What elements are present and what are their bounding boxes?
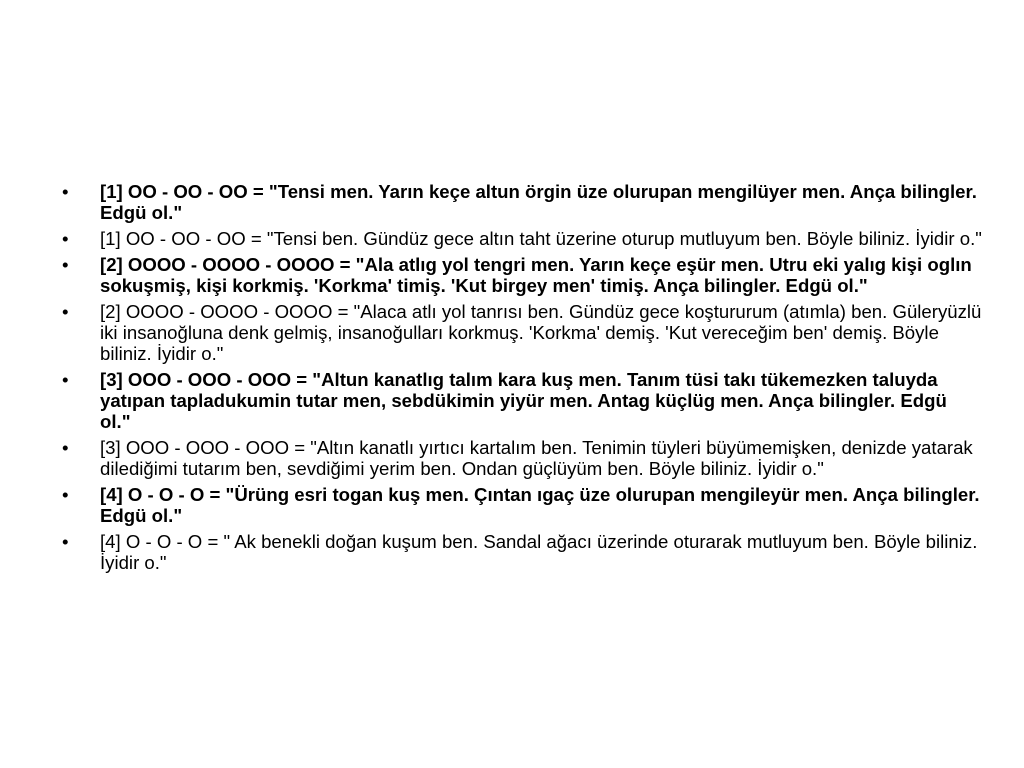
bullet-icon: • <box>62 181 69 202</box>
bullet-list <box>62 181 982 578</box>
list-item <box>62 228 982 249</box>
list-item <box>62 437 982 479</box>
bullet-icon: • <box>62 437 69 458</box>
list-item-text: [2] OOOO - OOOO - OOOO = "Ala atlıg yol tengri men. Yarın keçe eşür men. Utru eki yalıg kişi oglın sokuşmiş, kişi korkmiş. 'Korkma' timiş. 'Kut birgey men' timiş. Ança bilingler. Edgü ol." <box>100 254 972 296</box>
list-item <box>62 254 982 296</box>
bullet-icon: • <box>62 254 69 275</box>
list-item-text: [2] OOOO - OOOO - OOOO = "Alaca atlı yol tanrısı ben. Gündüz gece koştururum (atımla) ben. Güleryüzlü iki insanoğluna denk gelmiş, insanoğulları korkmuş. 'Korkma' demiş. 'Kut vereceğim ben' demiş. Böyle biliniz. İyidir o." <box>100 301 982 364</box>
list-item <box>62 369 982 432</box>
bullet-icon: • <box>62 531 69 552</box>
list-item-text: [1] OO - OO - OO = "Tensi ben. Gündüz gece altın taht üzerine oturup mutluyum ben. Böyle biliniz. İyidir o." <box>100 228 982 249</box>
list-item-text: [4] O - O - O = " Ak benekli doğan kuşum ben. Sandal ağacı üzerinde oturarak mutluyum ben. Böyle biliniz. İyidir o." <box>100 531 978 573</box>
list-item-text: [3] OOO - OOO - OOO = "Altun kanatlıg talım kara kuş men. Tanım tüsi takı tükemezken taluyda yatıpan tapladukumin tutar men, sebdükimin yiyür men. Antag küçlüg men. Ança bilingler. Edgü ol." <box>100 369 947 432</box>
bullet-icon: • <box>62 484 69 505</box>
list-item-text: [3] OOO - OOO - OOO = "Altın kanatlı yırtıcı kartalım ben. Tenimin tüyleri büyümemişken, denizde yatarak dilediğimi tutarım ben, sevdiğimi yerim ben. Ondan güçlüyüm ben. Böyle biliniz. İyidir o." <box>100 437 973 479</box>
list-item-text: [4] O - O - O = "Ürüng esri togan kuş men. Çıntan ıgaç üze olurupan mengileyür men. Ança bilingler. Edgü ol." <box>100 484 980 526</box>
list-item <box>62 181 982 223</box>
list-item <box>62 531 982 573</box>
bullet-icon: • <box>62 301 69 322</box>
list-item <box>62 301 982 364</box>
list-item <box>62 484 982 526</box>
list-item-text: [1] OO - OO - OO = "Tensi men. Yarın keçe altun örgin üze olurupan mengilüyer men. Ança bilingler. Edgü ol." <box>100 181 977 223</box>
bullet-icon: • <box>62 369 69 390</box>
bullet-icon: • <box>62 228 69 249</box>
